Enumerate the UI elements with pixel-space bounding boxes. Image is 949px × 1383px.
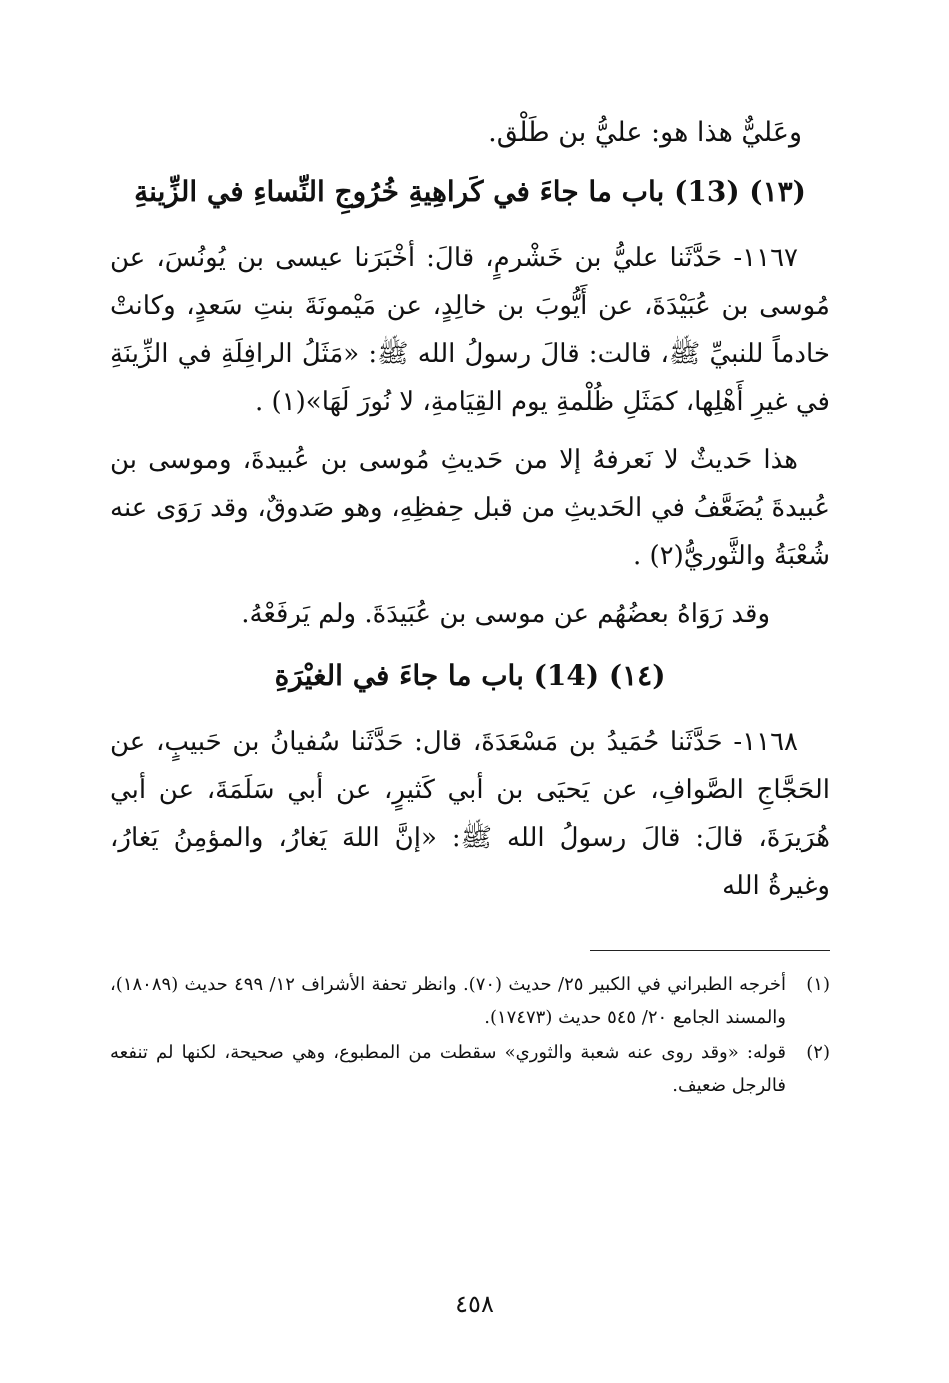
footnotes — [110, 968, 830, 1104]
footnote-item — [110, 968, 830, 1034]
closing-note-1167: وقد رَوَاهُ بعضُهُم عن موسى بن عُبَيدَةَ. ولم يَرفَعْهُ. — [241, 599, 770, 629]
hadith-1167: ١١٦٧- حَدَّثَنا عليُّ بن خَشْرمٍ، قالَ: أخْبَرَنا عيسى بن يُونُسَ، عن مُوسى بن عُبَيْدَةَ، عن أَيُّوبَ بن خالِدٍ، عن مَيْمونَةَ بنتِ سَعدٍ، وكانتْ خادماً للنبيِّ ﷺ، قالت: قالَ رسولُ الله ﷺ: «مَثَلُ الرافِلَةِ في الزِّينَةِ في غيرِ أَهْلِها، كمَثَلِ ظُلْمةِ يوم القِيَامةِ، لا نُورَ لَهَا»(١) . — [110, 243, 830, 417]
footnote-number: (١) — [806, 974, 830, 995]
footnote-item — [110, 1036, 830, 1102]
intro-line: وعَليٌّ هذا هو: عليُّ بن طَلْق. — [488, 117, 802, 148]
footnote-divider — [590, 950, 830, 951]
chapter-heading-13: (١٣) (13) باب ما جاءَ في كَراهِيةِ خُرُوجِ النِّساءِ في الزِّينةِ — [134, 175, 806, 208]
footnote-text: أخرجه الطبراني في الكبير ٢٥/ حديث (٧٠). وانظر تحفة الأشراف ١٢/ ٤٩٩ حديث (١٨٠٨٩)، والمسند الجامع ٢٠/ ٥٤٥ حديث (١٧٤٧٣). — [110, 974, 787, 1028]
page-number: ٤٥٨ — [455, 1290, 494, 1318]
footnote-text: قوله: «وقد روى عنه شعبة والثوري» سقطت من المطبوع، وهي صحيحة، لكنها لم تنفعه فالرجل ضعيف. — [110, 1042, 786, 1096]
chapter-heading-14: (١٤) (14) باب ما جاءَ في الغيْرَةِ — [274, 659, 666, 692]
footnote-number: (٢) — [806, 1042, 830, 1063]
hadith-1168: ١١٦٨- حَدَّثَنا حُمَيدُ بن مَسْعَدَةَ، قال: حَدَّثَنا سُفيانُ بن حَبيبٍ، عن الحَجَّاجِ الصَّوافِ، عن يَحيَى بن أبي كَثيرٍ، عن أبي سَلَمَةَ، عن أبي هُرَيرَةَ، قالَ: قالَ رسولُ الله ﷺ: «إنَّ اللهَ يَغارُ، والمؤمِنُ يَغارُ، وغيرةُ الله — [110, 727, 830, 901]
commentary-1167: هذا حَديثٌ لا نَعرفهُ إلا من حَديثِ مُوسى بن عُبيدةَ، وموسى بن عُبيدةَ يُضَعَّفُ في الحَديثِ من قبل حِفظِهِ، وهو صَدوقٌ، وقد رَوَى عنه شُعْبَةُ والثَّوريُّ(٢) . — [110, 445, 830, 571]
page-body — [110, 110, 830, 920]
